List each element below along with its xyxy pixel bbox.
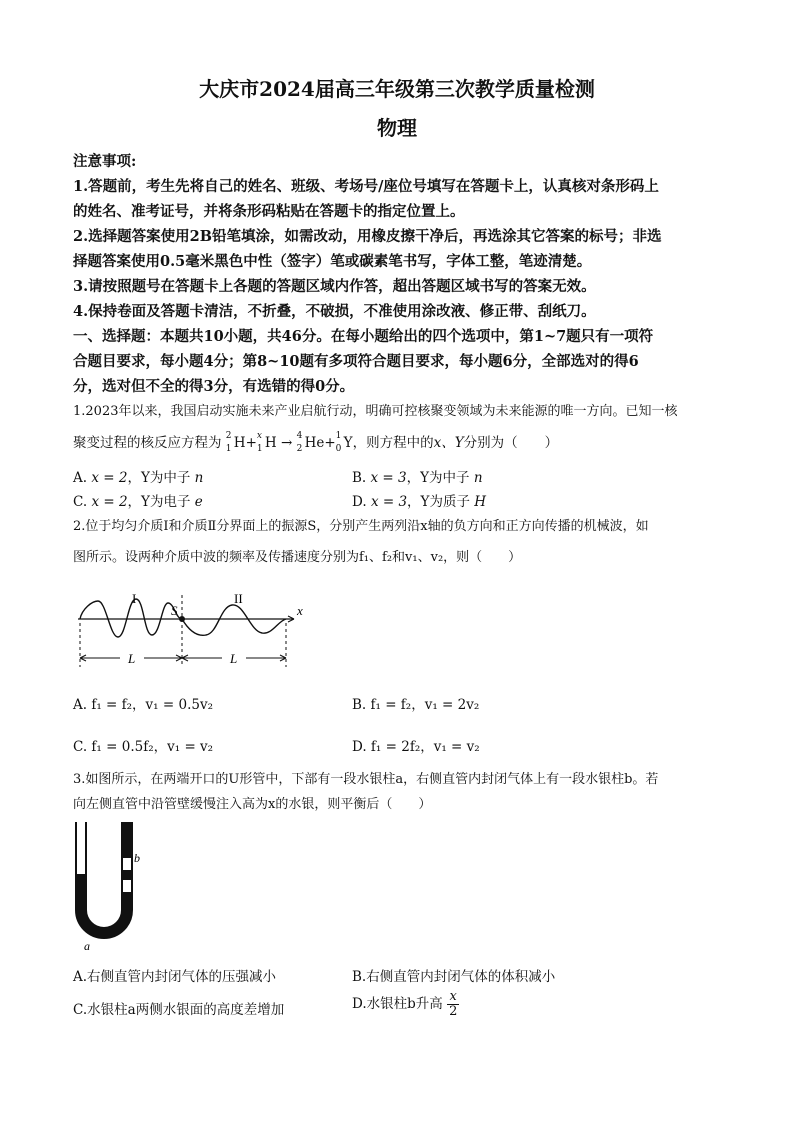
wave-figure — [72, 585, 312, 675]
subject-title: 物理 — [377, 116, 417, 140]
q1-text: ，则方程中的 — [352, 435, 434, 451]
section-instructions: 分，选对但不全的得3分，有选错的得0分。 — [73, 378, 355, 395]
label-b: b — [134, 851, 140, 865]
wave-medium-1 — [80, 599, 182, 637]
notice-line: 的姓名、准考证号，并将条形码粘贴在答题卡的指定位置上。 — [73, 203, 465, 220]
wave-medium-2 — [182, 605, 286, 635]
question-3-stem: 3.如图所示，在两端开口的U形管中，下部有一段水银柱a，右侧直管内封闭气体上有一段水银柱b。若 — [73, 772, 659, 787]
label-medium-1: I — [132, 591, 137, 606]
q1-option-a[interactable]: A. x = 2，Y为中子 n — [73, 470, 204, 486]
fraction-x-over-2: $\frac{x}{2}$ — [449, 989, 458, 1019]
reaction-arrow: → — [280, 435, 293, 451]
mercury-column-a — [76, 874, 132, 938]
nuclide-hx: x 1 H — [256, 430, 277, 454]
exam-title: 大庆市2024届高三年级第三次教学质量检测 — [199, 77, 595, 101]
question-3-stem: 向左侧直管中沿管壁缓慢注入高为x的水银，则平衡后（ ） — [73, 797, 432, 812]
notice-line: 1.答题前，考生先将自己的姓名、班级、考场号/座位号填写在答题卡上，认真核对条形码上 — [73, 178, 659, 195]
q2-option-a[interactable]: A. f₁ = f₂，v₁ = 0.5v₂ — [73, 697, 213, 713]
q1-option-b[interactable]: B. x = 3，Y为中子 n — [352, 470, 483, 486]
question-1-equation-line: 聚变过程的核反应方程为 2 1 H+ x 1 H → 4 2 He+ 1 0 Y，则方程中的x、Y分别为（ ） — [73, 430, 559, 454]
label-length-2: L — [230, 651, 238, 666]
question-2-stem: 2.位于均匀介质Ⅰ和介质Ⅱ分界面上的振源S，分别产生两列沿x轴的负方向和正方向传播的机械波，如 — [73, 519, 649, 534]
q2-option-b[interactable]: B. f₁ = f₂，v₁ = 2v₂ — [352, 697, 480, 713]
notice-line: 3.请按照题号在答题卡上各题的答题区域内作答，超出答题区域书写的答案无效。 — [73, 278, 596, 295]
nuclide-h2: 2 1 H — [225, 430, 246, 454]
question-1-stem: 1.2023年以来，我国启动实施未来产业启航行动，明确可控核聚变领域为未来能源的唯一方向。已知一核 — [73, 404, 678, 419]
mercury-column-b2 — [122, 870, 132, 880]
source-point — [179, 616, 185, 622]
q1-option-c[interactable]: C. x = 2，Y为电子 e — [73, 494, 203, 510]
notice-line: 4.保持卷面及答题卡清洁，不折叠，不破损，不准使用涂改液、修正带、刮纸刀。 — [73, 303, 596, 320]
label-a: a — [84, 939, 90, 953]
nuclide-y: 1 0 Y — [335, 430, 353, 454]
u-tube-inner — [86, 822, 122, 928]
label-x-axis: x — [297, 603, 303, 618]
q3-option-c[interactable]: C.水银柱a两侧水银面的高度差增加 — [73, 1002, 285, 1018]
label-medium-2: II — [234, 591, 243, 606]
q1-text: 聚变过程的核反应方程为 — [73, 435, 222, 451]
q2-option-d[interactable]: D. f₁ = 2f₂，v₁ = v₂ — [352, 739, 480, 755]
q3-option-d[interactable]: D.水银柱b升高 $\frac{x}{2}$ — [352, 989, 458, 1019]
mercury-column-b — [122, 822, 132, 858]
q2-option-c[interactable]: C. f₁ = 0.5f₂，v₁ = v₂ — [73, 739, 214, 755]
notice-heading: 注意事项: — [73, 153, 137, 170]
question-2-stem: 图所示。设两种介质中波的频率及传播速度分别为f₁、f₂和v₁、v₂，则（ ） — [73, 550, 522, 565]
label-length-1: L — [128, 651, 136, 666]
q1-vars: x、Y — [433, 435, 464, 451]
label-source: S — [171, 603, 178, 618]
q1-option-d[interactable]: D. x = 3，Y为质子 H — [352, 494, 487, 510]
section-instructions: 合题目要求，每小题4分；第8~10题有多项符合题目要求，每小题6分，全部选对的得6 — [73, 353, 639, 370]
q3-option-a[interactable]: A.右侧直管内封闭气体的压强减小 — [73, 969, 277, 985]
notice-line: 择题答案使用0.5毫米黑色中性（签字）笔或碳素笔书写，字体工整，笔迹清楚。 — [73, 253, 592, 270]
nuclide-he4: 4 2 He — [296, 430, 325, 454]
q3-option-b[interactable]: B.右侧直管内封闭气体的体积减小 — [352, 969, 556, 985]
u-tube-figure — [70, 818, 150, 953]
section-instructions: 一、选择题：本题共10小题，共46分。在每小题给出的四个选项中，第1~7题只有一项符 — [73, 328, 654, 345]
q1-text: 分别为（ ） — [463, 435, 559, 451]
notice-line: 2.选择题答案使用2B铅笔填涂，如需改动，用橡皮擦干净后，再选涂其它答案的标号；非选 — [73, 228, 662, 245]
